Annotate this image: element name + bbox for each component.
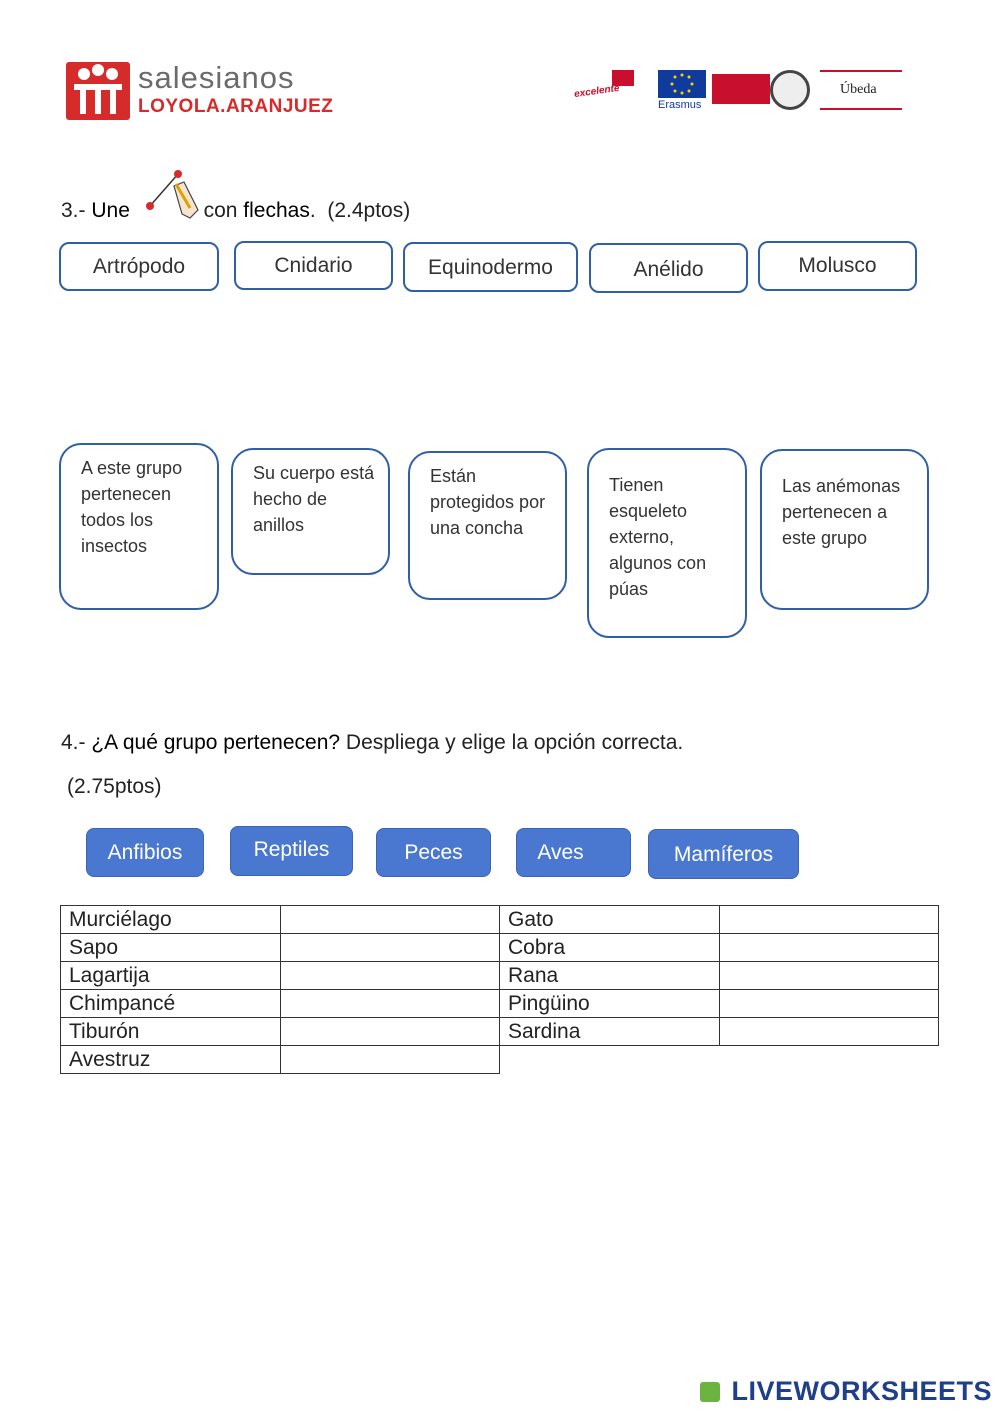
erasmus-logo: Erasmus xyxy=(656,68,708,112)
table-row xyxy=(61,906,500,934)
madrid-excelente-logo: excelente xyxy=(570,68,652,112)
answer-dropdown[interactable] xyxy=(281,1018,500,1046)
liveworksheets-mark-icon xyxy=(700,1382,720,1402)
animal-name: Rana xyxy=(500,962,720,990)
animal-name: Cobra xyxy=(500,934,720,962)
animal-name: Pingüino xyxy=(500,990,720,1018)
table-row xyxy=(61,1018,500,1046)
table-row xyxy=(500,934,939,962)
group-box-equinodermo[interactable]: Equinodermo xyxy=(403,242,578,292)
answer-dropdown[interactable] xyxy=(281,934,500,962)
table-row xyxy=(61,962,500,990)
logo-text: salesianos xyxy=(138,60,295,95)
seal-logo xyxy=(768,68,814,112)
animal-name: Sapo xyxy=(61,934,281,962)
animal-name: Sardina xyxy=(500,1018,720,1046)
description-box-anillos[interactable]: Su cuerpo está hecho de anillos xyxy=(231,448,390,575)
answer-dropdown[interactable] xyxy=(281,990,500,1018)
option-anfibios-button[interactable]: Anfibios xyxy=(86,828,204,877)
animals-table-left xyxy=(60,905,500,1074)
group-box-artropodo[interactable]: Artrópodo xyxy=(59,242,219,291)
question-4-points: (2.75ptos) xyxy=(67,775,162,798)
description-box-anemonas[interactable]: Las anémonas pertenecen a este grupo xyxy=(760,449,929,610)
option-peces-button[interactable]: Peces xyxy=(376,828,491,877)
table-row xyxy=(61,934,500,962)
option-reptiles-button[interactable]: Reptiles xyxy=(230,826,353,876)
animal-name: Avestruz xyxy=(61,1046,281,1074)
animal-name: Murciélago xyxy=(61,906,281,934)
answer-dropdown[interactable] xyxy=(720,990,939,1018)
partner-logos xyxy=(570,68,905,116)
animal-name: Lagartija xyxy=(61,962,281,990)
animals-table-right xyxy=(499,905,939,1046)
ubeda-logo: Úbeda xyxy=(818,68,904,112)
table-row xyxy=(61,990,500,1018)
animal-name: Gato xyxy=(500,906,720,934)
answer-dropdown[interactable] xyxy=(281,906,500,934)
description-box-insectos[interactable]: A este grupo pertenecen todos los insectos xyxy=(59,443,219,610)
option-aves-button[interactable]: Aves xyxy=(516,828,631,877)
answer-dropdown[interactable] xyxy=(720,1018,939,1046)
answer-dropdown[interactable] xyxy=(720,934,939,962)
answer-dropdown[interactable] xyxy=(281,1046,500,1074)
option-mamiferos-button[interactable]: Mamíferos xyxy=(648,829,799,879)
group-box-molusco[interactable]: Molusco xyxy=(758,241,917,291)
group-box-anelido[interactable]: Anélido xyxy=(589,243,748,293)
table-row xyxy=(500,962,939,990)
answer-dropdown[interactable] xyxy=(720,906,939,934)
logo-subtext: LOYOLA.ARANJUEZ xyxy=(138,96,334,117)
table-row xyxy=(500,906,939,934)
description-box-concha[interactable]: Están protegidos por una concha xyxy=(408,451,567,600)
animal-name: Chimpancé xyxy=(61,990,281,1018)
description-box-esqueleto[interactable]: Tienen esqueleto externo, algunos con púas xyxy=(587,448,747,638)
table-row xyxy=(500,1018,939,1046)
table-row xyxy=(61,1046,500,1074)
liveworksheets-brand: LIVEWORKSHEETS xyxy=(731,1376,992,1406)
certification-logo xyxy=(712,68,770,112)
question-3-title: 3.- Une con flechas. (2.4ptos) xyxy=(61,199,411,222)
answer-dropdown[interactable] xyxy=(281,962,500,990)
answer-dropdown[interactable] xyxy=(720,962,939,990)
question-4-title: 4.- ¿A qué grupo pertenecen? Despliega y elige la opción correcta. xyxy=(61,731,684,754)
table-row xyxy=(500,990,939,1018)
group-box-cnidario[interactable]: Cnidario xyxy=(234,241,393,290)
animal-name: Tiburón xyxy=(61,1018,281,1046)
salesianos-logo-icon xyxy=(66,62,130,120)
